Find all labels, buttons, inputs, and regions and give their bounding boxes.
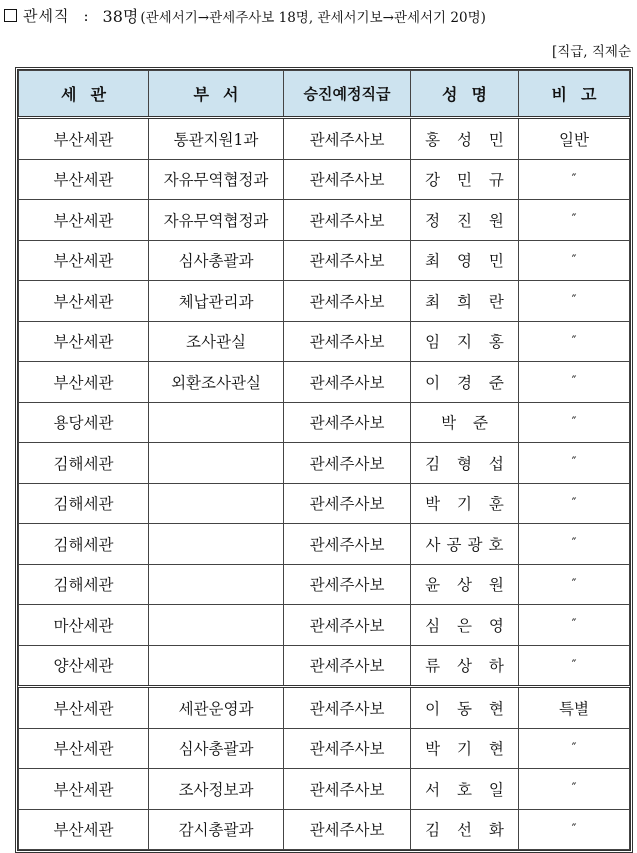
cell-name: 임 지 홍 <box>411 321 519 362</box>
header-dept: 부서 <box>149 71 284 118</box>
cell-dept <box>149 483 284 524</box>
cell-note: 특별 <box>519 687 630 729</box>
cell-dept: 자유무역협정과 <box>149 200 284 241</box>
cell-rank: 관세주사보 <box>284 321 411 362</box>
cell-office: 부산세관 <box>19 281 149 322</box>
cell-name: 박 준 <box>411 402 519 443</box>
cell-note: ″ <box>519 362 630 403</box>
cell-name: 홍 성 민 <box>411 118 519 160</box>
cell-name: 최 희 란 <box>411 281 519 322</box>
checkbox-square-icon <box>4 9 17 22</box>
cell-office: 용당세관 <box>19 402 149 443</box>
cell-office: 부산세관 <box>19 159 149 200</box>
cell-rank: 관세주사보 <box>284 728 411 769</box>
cell-note: ″ <box>519 524 630 565</box>
cell-rank: 관세주사보 <box>284 483 411 524</box>
cell-note: ″ <box>519 769 630 810</box>
cell-note: 일반 <box>519 118 630 160</box>
cell-office: 마산세관 <box>19 605 149 646</box>
table-row <box>19 483 630 524</box>
table-header-row <box>19 71 630 118</box>
cell-office: 부산세관 <box>19 362 149 403</box>
table-body <box>19 118 630 850</box>
table-row <box>19 443 630 484</box>
heading-colon: : <box>83 6 89 25</box>
cell-name: 박 기 훈 <box>411 483 519 524</box>
table-row <box>19 564 630 605</box>
cell-name: 사공광호 <box>411 524 519 565</box>
cell-note: ″ <box>519 605 630 646</box>
cell-office: 부산세관 <box>19 769 149 810</box>
table-row <box>19 645 630 687</box>
cell-office: 김해세관 <box>19 483 149 524</box>
cell-dept: 조사관실 <box>149 321 284 362</box>
cell-note: ″ <box>519 281 630 322</box>
cell-rank: 관세주사보 <box>284 402 411 443</box>
cell-dept <box>149 605 284 646</box>
cell-office: 부산세관 <box>19 809 149 850</box>
cell-dept <box>149 645 284 687</box>
cell-name: 심 은 영 <box>411 605 519 646</box>
cell-dept: 자유무역협정과 <box>149 159 284 200</box>
cell-dept: 세관운영과 <box>149 687 284 729</box>
header-name: 성명 <box>411 71 519 118</box>
table-row <box>19 200 630 241</box>
cell-rank: 관세주사보 <box>284 362 411 403</box>
header-rank: 승진예정직급 <box>284 71 411 118</box>
cell-rank: 관세주사보 <box>284 769 411 810</box>
cell-note: ″ <box>519 483 630 524</box>
cell-office: 부산세관 <box>19 687 149 729</box>
cell-note: ″ <box>519 321 630 362</box>
table-row <box>19 240 630 281</box>
promotion-table-frame <box>15 67 633 853</box>
cell-note: ″ <box>519 159 630 200</box>
table-row <box>19 402 630 443</box>
header-note: 비고 <box>519 71 630 118</box>
table-row <box>19 728 630 769</box>
cell-rank: 관세주사보 <box>284 524 411 565</box>
cell-office: 양산세관 <box>19 645 149 687</box>
heading-label: 관세직 <box>23 7 70 25</box>
table-row <box>19 321 630 362</box>
cell-name: 김 형 섭 <box>411 443 519 484</box>
cell-dept <box>149 402 284 443</box>
cell-name: 윤 상 원 <box>411 564 519 605</box>
table-row <box>19 118 630 160</box>
table-row <box>19 605 630 646</box>
cell-dept: 심사총괄과 <box>149 240 284 281</box>
cell-dept: 조사정보과 <box>149 769 284 810</box>
cell-dept: 심사총괄과 <box>149 728 284 769</box>
cell-name: 김 선 화 <box>411 809 519 850</box>
cell-dept <box>149 564 284 605</box>
cell-rank: 관세주사보 <box>284 605 411 646</box>
section-heading <box>4 4 486 27</box>
table-row <box>19 281 630 322</box>
cell-rank: 관세주사보 <box>284 809 411 850</box>
cell-note: ″ <box>519 645 630 687</box>
cell-name: 류 상 하 <box>411 645 519 687</box>
promotion-table <box>18 70 630 850</box>
cell-name: 강 민 규 <box>411 159 519 200</box>
cell-office: 부산세관 <box>19 200 149 241</box>
cell-office: 김해세관 <box>19 564 149 605</box>
cell-note: ″ <box>519 240 630 281</box>
cell-name: 서 호 일 <box>411 769 519 810</box>
cell-dept <box>149 443 284 484</box>
cell-rank: 관세주사보 <box>284 281 411 322</box>
header-office: 세관 <box>19 71 149 118</box>
cell-dept: 외환조사관실 <box>149 362 284 403</box>
cell-rank: 관세주사보 <box>284 200 411 241</box>
cell-dept: 감시총괄과 <box>149 809 284 850</box>
cell-dept: 체납관리과 <box>149 281 284 322</box>
cell-office: 부산세관 <box>19 728 149 769</box>
unit-note: [직급, 직제순 <box>551 44 631 60</box>
cell-note: ″ <box>519 809 630 850</box>
cell-rank: 관세주사보 <box>284 240 411 281</box>
heading-count: 38명 <box>102 7 139 26</box>
cell-name: 박 기 현 <box>411 728 519 769</box>
cell-rank: 관세주사보 <box>284 159 411 200</box>
cell-office: 부산세관 <box>19 118 149 160</box>
cell-rank: 관세주사보 <box>284 564 411 605</box>
cell-name: 최 영 민 <box>411 240 519 281</box>
cell-note: ″ <box>519 728 630 769</box>
cell-dept: 통관지원1과 <box>149 118 284 160</box>
table-row <box>19 687 630 729</box>
cell-note: ″ <box>519 443 630 484</box>
heading-detail: (관세서기→관세주사보 18명, 관세서기보→관세서기 20명) <box>140 9 486 26</box>
table-row <box>19 769 630 810</box>
cell-office: 김해세관 <box>19 443 149 484</box>
cell-dept <box>149 524 284 565</box>
cell-name: 정 진 원 <box>411 200 519 241</box>
cell-rank: 관세주사보 <box>284 687 411 729</box>
cell-name: 이 경 준 <box>411 362 519 403</box>
cell-name: 이 동 현 <box>411 687 519 729</box>
cell-rank: 관세주사보 <box>284 443 411 484</box>
cell-rank: 관세주사보 <box>284 645 411 687</box>
cell-rank: 관세주사보 <box>284 118 411 160</box>
cell-office: 부산세관 <box>19 321 149 362</box>
table-row <box>19 159 630 200</box>
cell-office: 김해세관 <box>19 524 149 565</box>
cell-note: ″ <box>519 402 630 443</box>
table-row <box>19 524 630 565</box>
cell-note: ″ <box>519 200 630 241</box>
table-row <box>19 809 630 850</box>
table-row <box>19 362 630 403</box>
cell-office: 부산세관 <box>19 240 149 281</box>
cell-note: ″ <box>519 564 630 605</box>
